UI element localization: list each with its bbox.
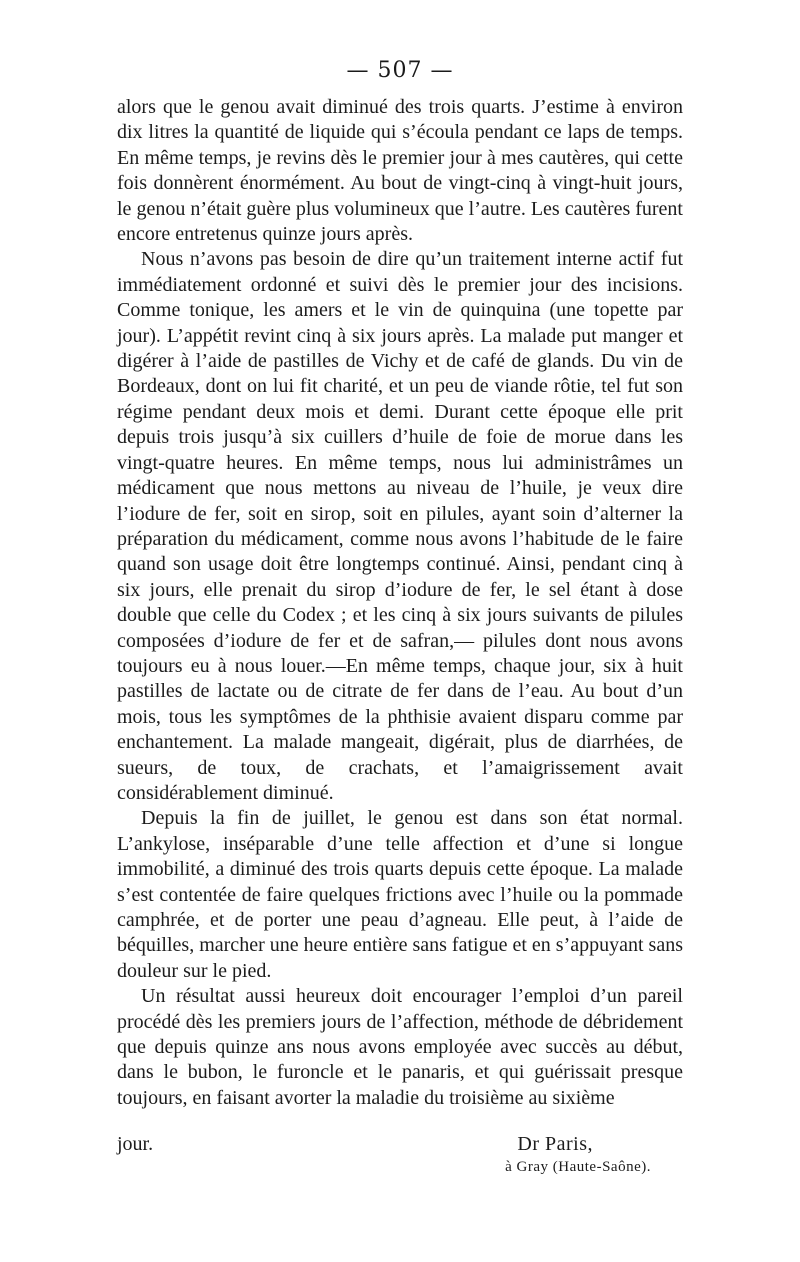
author-location: à Gray (Haute-Saône). [505, 1159, 651, 1175]
signature-block [117, 1133, 683, 1175]
paragraph-conclusion: Un résultat aussi heureux doit encourager l’emploi d’un pareil procédé dès les premiers jours de l’affection, méthode de débridement que depuis quinze ans nous avons employée avec succès au début, dans le bubon, le furoncle et le panaris, et qui guérissait presque toujours, en faisant avorter la maladie du troisième au sixième [117, 985, 683, 1109]
author-signature: Dr Paris, [517, 1133, 593, 1155]
page-number: — 507 — [346, 58, 454, 83]
body-text [117, 95, 683, 1111]
closing-word: jour. [117, 1133, 154, 1155]
paragraph-outcome: Depuis la fin de juillet, le genou est dans son état normal. L’ankylose, inséparable d’une telle affection et d’une si longue immobilité, a diminué des trois quarts depuis cette époque. La malade s’est contentée de faire quelques frictions avec l’huile ou la pommade camphrée, et de porter une peau d’agneau. Elle peut, à l’aide de béquilles, marcher une heure entière sans fatigue et en s’appuyant sans douleur sur le pied. [117, 807, 683, 982]
paragraph-continuation: alors que le genou avait diminué des trois quarts. J’estime à environ dix litres la quantité de liquide qui s’écoula pendant ce laps de temps. En même temps, je revins dès le premier jour à mes cautères, qui cette fois donnèrent énormément. Au bout de vingt-cinq à vingt-huit jours, le genou n’était guère plus volumineux que l’autre. Les cautères furent encore entretenus quinze jours après. [117, 96, 683, 246]
paragraph-treatment: Nous n’avons pas besoin de dire qu’un traitement interne actif fut immédiatement ordonné et suivi dès le premier jour des incisions. Comme tonique, les amers et le vin de quinquina (une topette par jour). L’appétit revint cinq à six jours après. La malade put manger et digérer à l’aide de pastilles de Vichy et de café de glands. Du vin de Bordeaux, dont on lui fit charité, et un peu de viande rôtie, tel fut son régime pendant deux mois et demi. Durant cette époque elle prit depuis trois jusqu’à six cuillers d’huile de foie de morue dans les vingt-quatre heures. En même temps, nous lui administrâmes un médicament que nous mettons au niveau de l’huile, je veux dire l’iodure de fer, soit en sirop, soit en pilules, ayant soin d’alterner la préparation du médicament, comme nous avons l’habitude de le faire quand son usage doit être longtemps continué. Ainsi, pendant cinq à six jours, elle prenait du sirop d’iodure de fer, le sel étant à dose double que celle du Codex ; et les cinq à six jours suivants de pilules composées d’iodure de fer et de safran,— pilules dont nous avons toujours eu à nous louer.—En même temps, chaque jour, six à huit pastilles de lactate ou de citrate de fer dans de l’eau. Au bout d’un mois, tous les symptômes de la phthisie avaient disparu comme par enchantement. La malade mangeait, digérait, plus de diarrhées, de sueurs, de toux, de crachats, et l’amaigrissement avait considérablement diminué. [117, 248, 683, 804]
